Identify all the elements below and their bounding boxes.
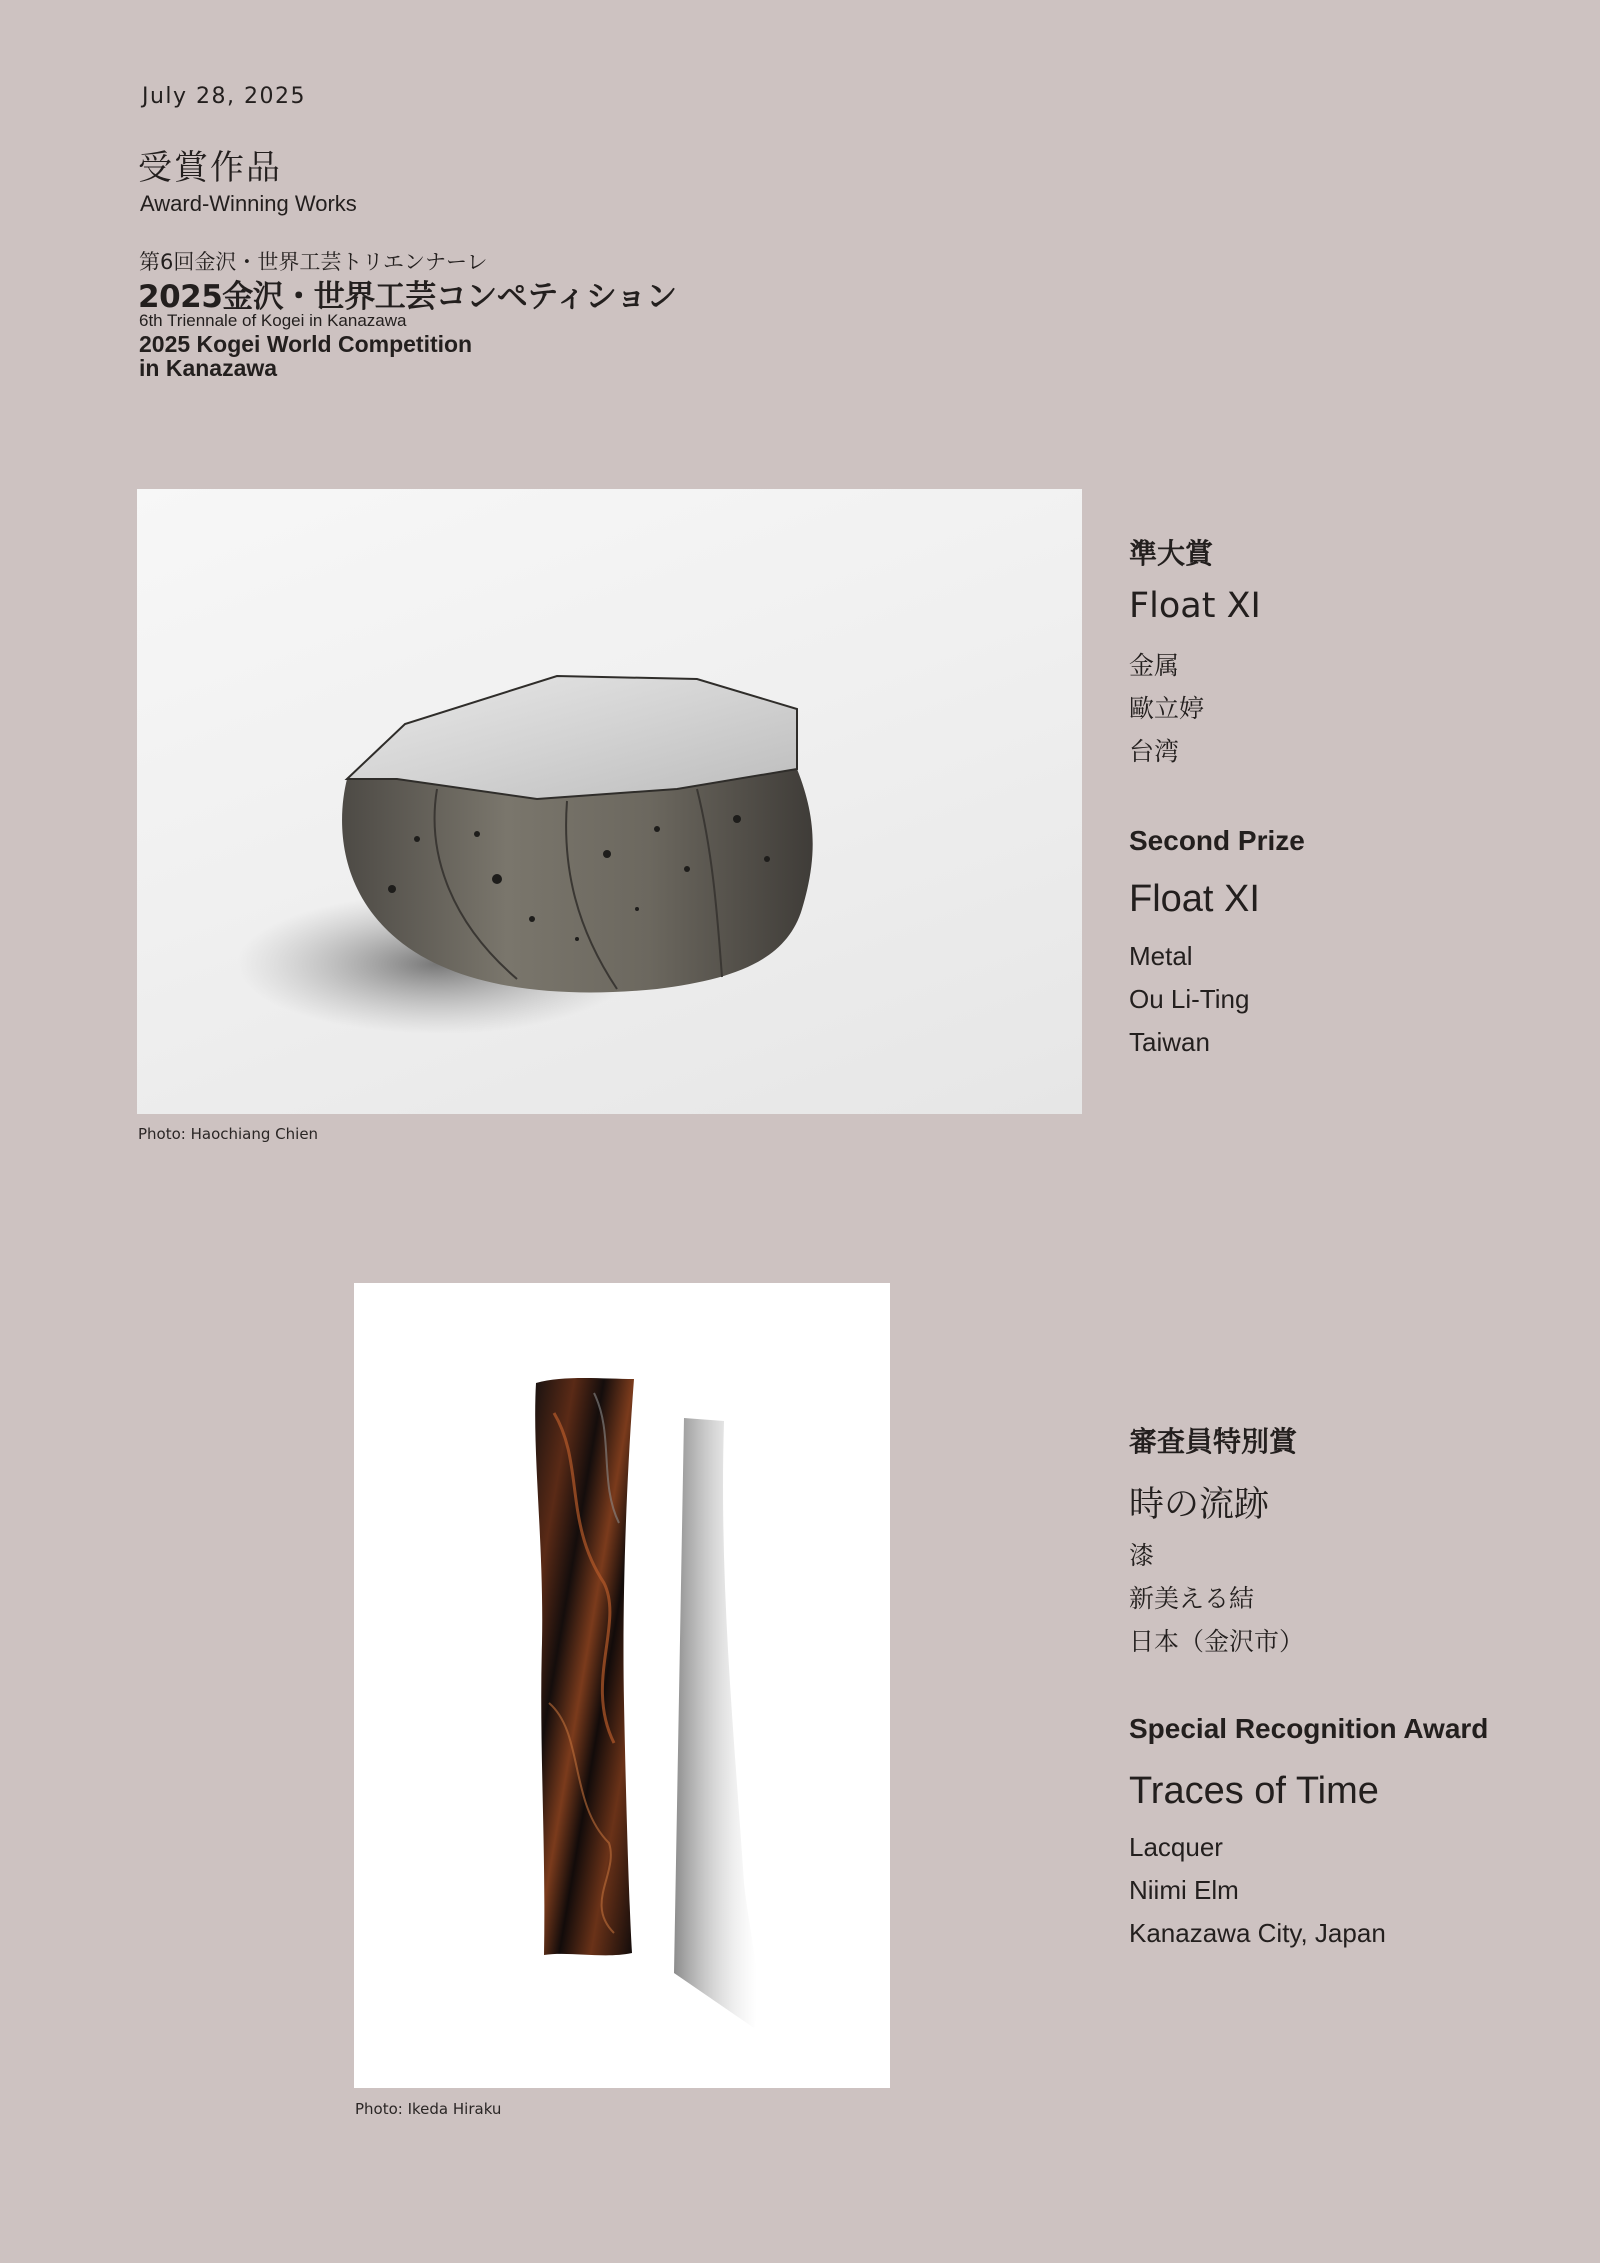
artist-en: Ou Li-Ting bbox=[1129, 984, 1250, 1014]
vessel-top bbox=[347, 676, 797, 799]
artist-ja: 新美える結 bbox=[1129, 1584, 1255, 1613]
work-title-ja: Float XI bbox=[1129, 586, 1261, 626]
artwork-photo-traces-of-time bbox=[354, 1283, 890, 2088]
award-title-ja: 準大賞 bbox=[1129, 537, 1214, 570]
competition-name-en bbox=[139, 332, 472, 380]
page-title-ja: 受賞作品 bbox=[138, 148, 282, 188]
award-title-en: Special Recognition Award bbox=[1129, 1713, 1489, 1744]
award-title-en: Second Prize bbox=[1129, 825, 1305, 856]
work-title-en: Traces of Time bbox=[1129, 1770, 1379, 1812]
competition-subtitle-ja: 第6回金沢・世界工芸トリエンナーレ bbox=[139, 250, 488, 274]
medium-ja: 漆 bbox=[1129, 1541, 1155, 1570]
work-details-en bbox=[1129, 1826, 1386, 1955]
date: July 28, 2025 bbox=[142, 84, 307, 109]
competition-name-en-line2: in Kanazawa bbox=[139, 355, 278, 381]
medium-en: Metal bbox=[1129, 941, 1193, 971]
location-en: Taiwan bbox=[1129, 1027, 1210, 1057]
panel-shadow bbox=[674, 1418, 757, 2028]
page-title-en: Award-Winning Works bbox=[140, 191, 357, 216]
lacquer-panel bbox=[535, 1378, 634, 1955]
photo-credit: Photo: Ikeda Hiraku bbox=[355, 2100, 502, 2118]
work-details-en bbox=[1129, 935, 1249, 1064]
photo-credit: Photo: Haochiang Chien bbox=[138, 1125, 319, 1143]
location-ja: 日本（金沢市） bbox=[1129, 1627, 1305, 1656]
location-ja: 台湾 bbox=[1129, 737, 1180, 766]
competition-name-ja: 2025金沢・世界工芸コンペティション bbox=[138, 279, 677, 315]
award-title-ja: 審査員特別賞 bbox=[1129, 1425, 1298, 1458]
competition-subtitle-en: 6th Triennale of Kogei in Kanazawa bbox=[139, 311, 407, 330]
work-title-en: Float XI bbox=[1129, 878, 1260, 920]
work-details-ja bbox=[1129, 644, 1204, 773]
location-en: Kanazawa City, Japan bbox=[1129, 1918, 1386, 1948]
artwork-photo-float-xi bbox=[137, 489, 1082, 1114]
work-details-ja bbox=[1129, 1534, 1304, 1663]
medium-ja: 金属 bbox=[1129, 651, 1180, 680]
medium-en: Lacquer bbox=[1129, 1832, 1223, 1862]
competition-name-en-line1: 2025 Kogei World Competition bbox=[139, 331, 473, 357]
artist-en: Niimi Elm bbox=[1129, 1875, 1239, 1905]
work-title-ja: 時の流跡 bbox=[1129, 1485, 1270, 1525]
artist-ja: 歐立婷 bbox=[1129, 694, 1205, 723]
